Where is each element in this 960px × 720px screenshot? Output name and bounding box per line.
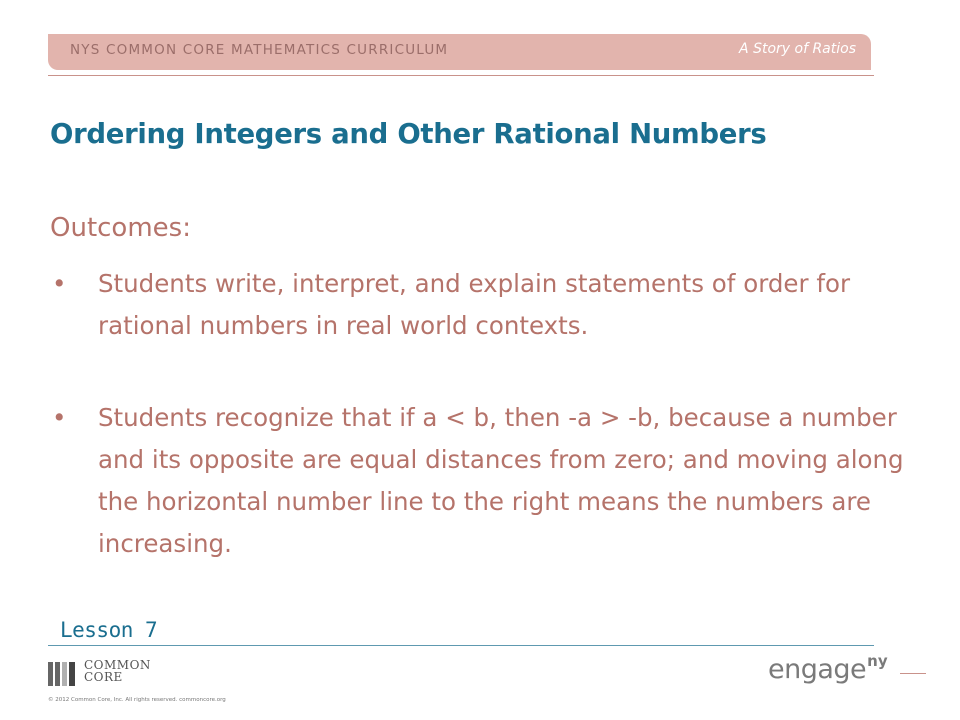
engage-word: engage [768, 654, 867, 685]
engage-ny-superscript: ny [867, 652, 888, 670]
bullet-icon: • [52, 403, 67, 432]
engageny-logo [768, 654, 888, 685]
lesson-label: Lesson 7 [60, 618, 158, 642]
page-title: Ordering Integers and Other Rational Numbers [50, 118, 767, 150]
engageny-dash [900, 673, 926, 674]
curriculum-label: NYS COMMON CORE MATHEMATICS CURRICULUM [70, 42, 449, 58]
outcome-text: Students recognize that if a < b, then -a > -b, because a number and its opposite are equal distances from zero; and moving along the horizontal number line to the right means the numbers are increasing. [98, 403, 904, 558]
bullet-icon: • [52, 269, 67, 298]
outcome-text: Students write, interpret, and explain statements of order for rational numbers in real world contexts. [98, 269, 851, 340]
common-core-logo-text: COMMON CORE [84, 658, 151, 684]
footer-divider [48, 645, 874, 646]
outcome-item [50, 397, 915, 565]
header-divider [48, 75, 874, 76]
copyright-notice: © 2012 Common Core, Inc. All rights reserved. commoncore.org [48, 697, 226, 703]
story-label: A Story of Ratios [739, 41, 856, 57]
outcomes-heading: Outcomes: [50, 213, 191, 243]
outcome-item [50, 263, 915, 347]
common-core-logo [48, 660, 178, 688]
outcomes-list [50, 263, 915, 565]
common-core-bars-icon [48, 660, 78, 686]
